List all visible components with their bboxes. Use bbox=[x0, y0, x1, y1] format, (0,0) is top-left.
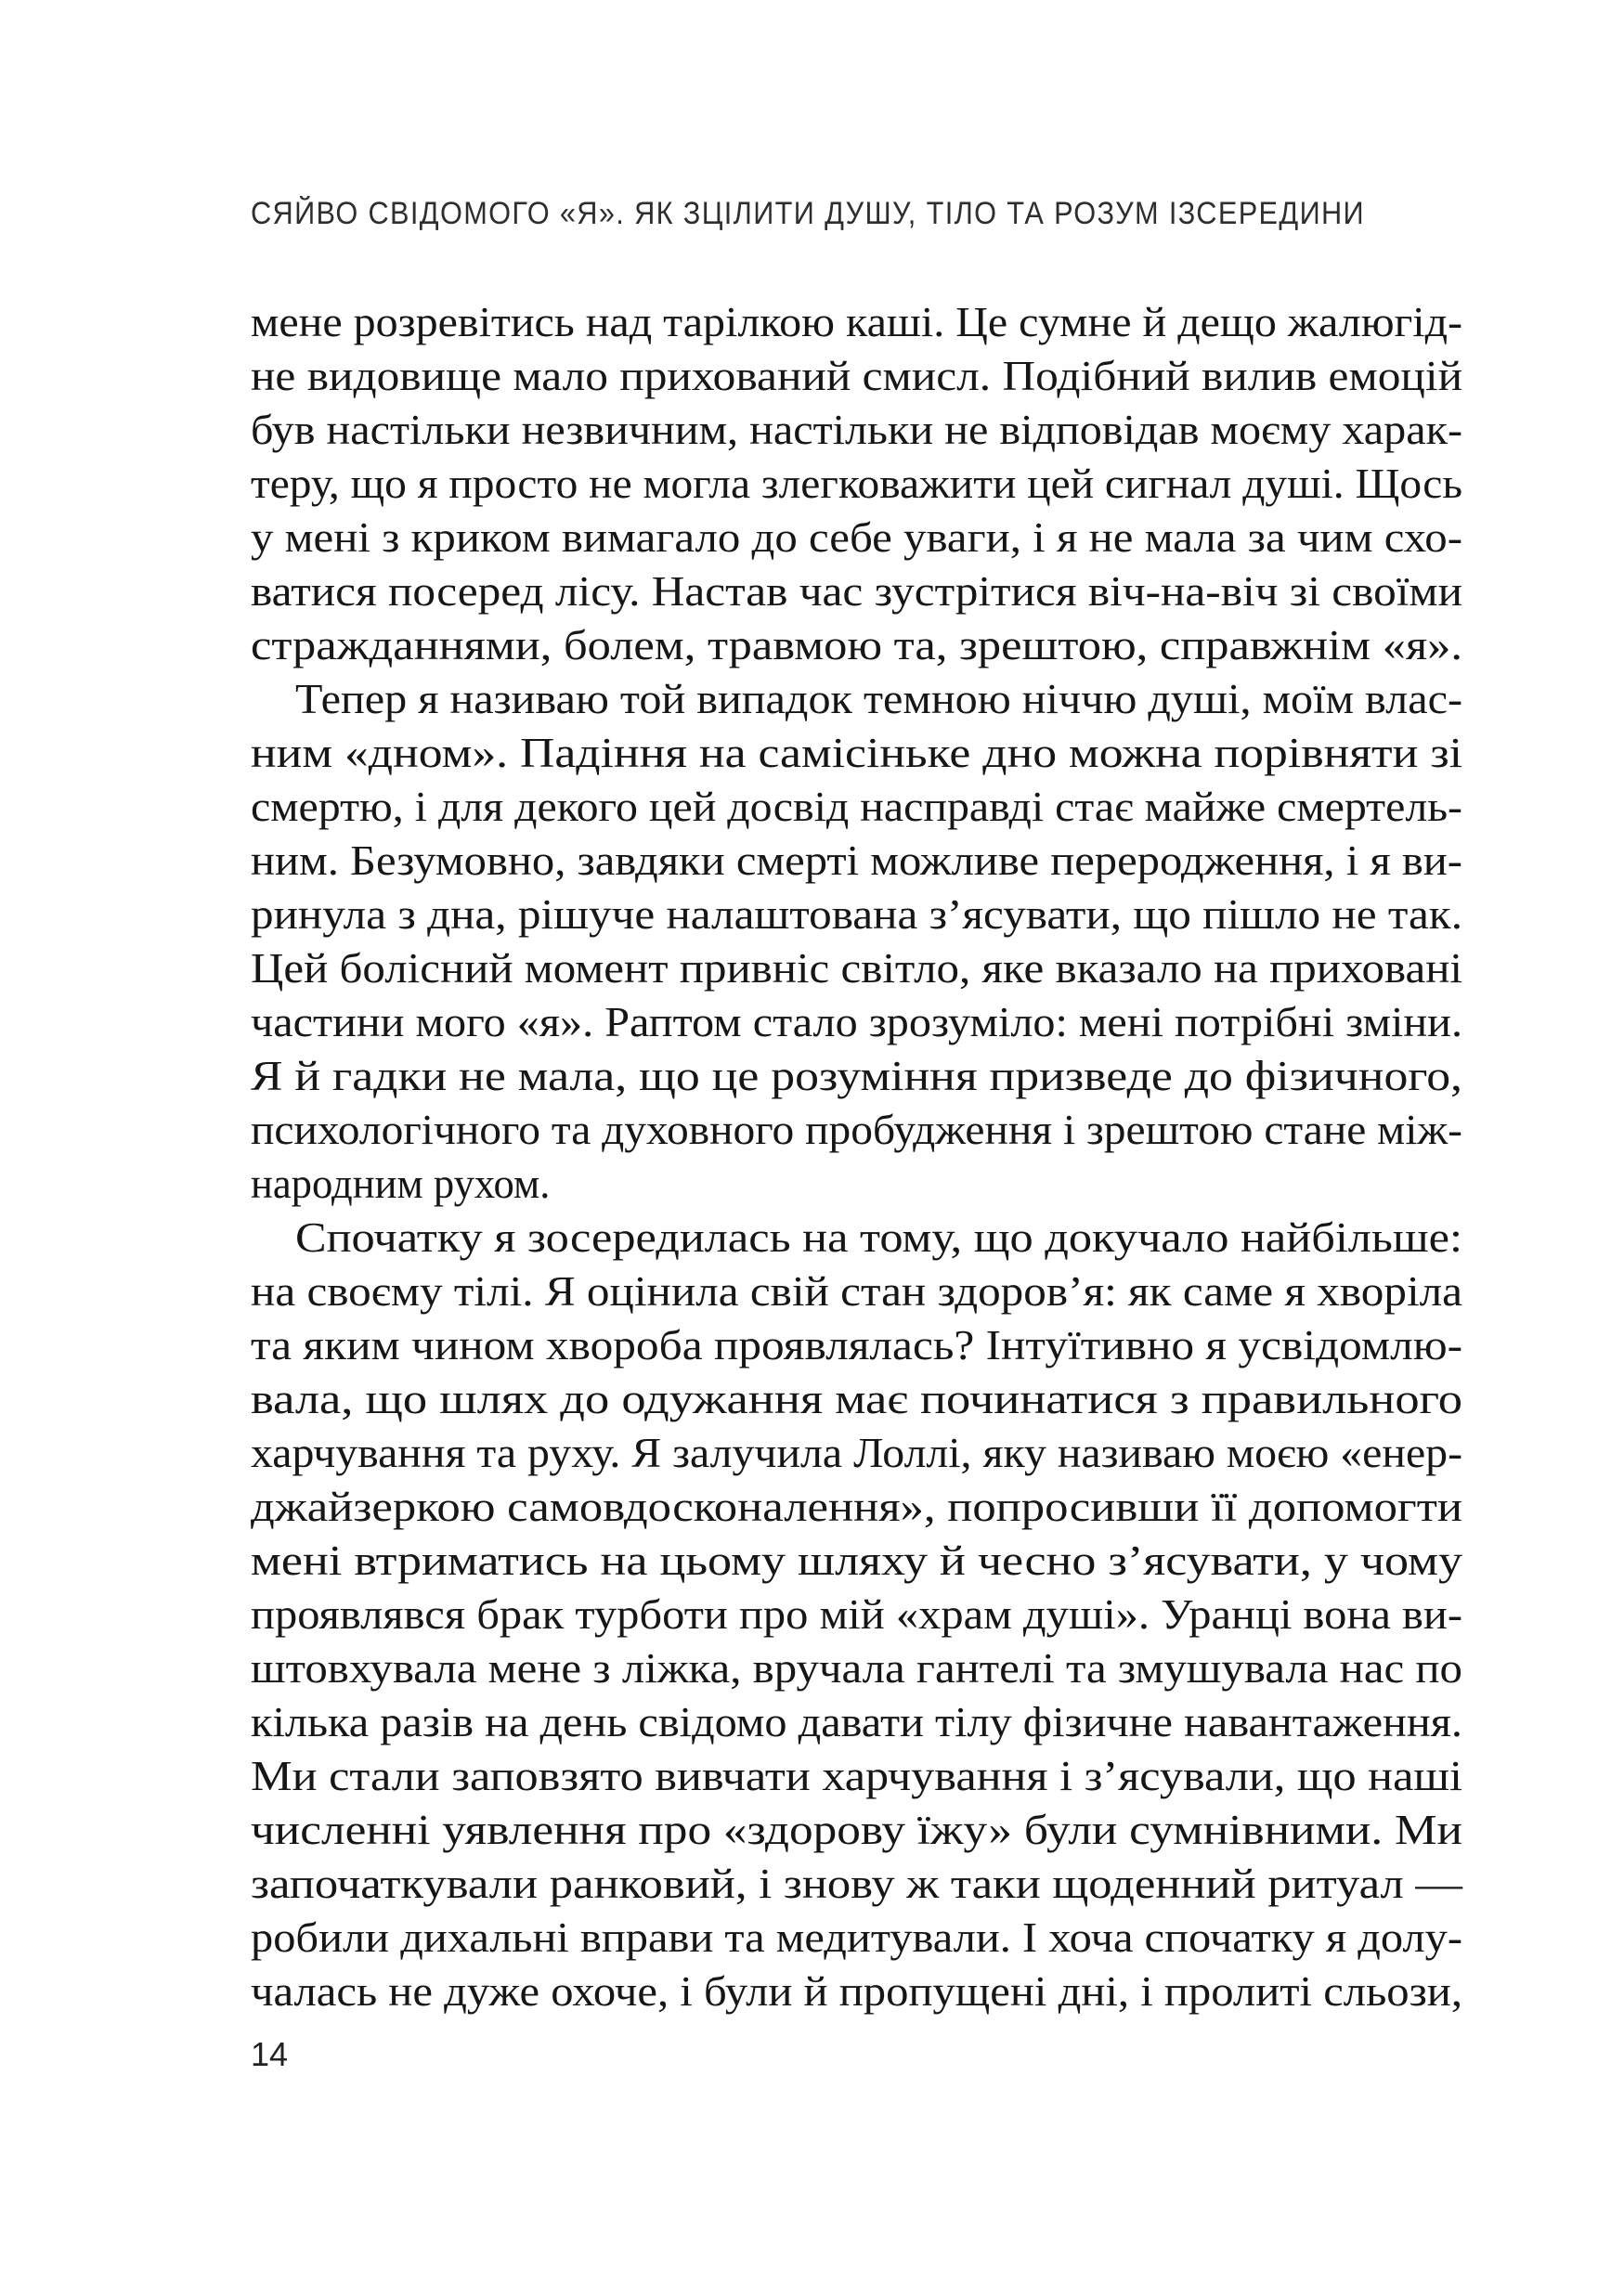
text-line-content: смертю, і для декого цей досвід насправді стає майже смертель- bbox=[251, 783, 1462, 830]
text-line-content: народним рухом. bbox=[251, 1160, 551, 1207]
text-line bbox=[251, 295, 1462, 349]
text-line bbox=[251, 564, 1462, 618]
text-line bbox=[251, 1749, 1462, 1803]
text-line bbox=[251, 941, 1462, 995]
text-line-content: робили дихальні вправи та медитували. І хоча спочатку я долу- bbox=[251, 1913, 1462, 1961]
running-header bbox=[251, 196, 1462, 233]
text-line bbox=[251, 349, 1462, 403]
text-line-content: Тепер я називаю той випадок темною ніччю душі, моїм влас- bbox=[295, 675, 1462, 722]
text-line-content: проявлявся брак турботи про мій «храм душі». Уранці вона ви- bbox=[251, 1590, 1462, 1638]
text-line-content: вала, що шлях до одужання має починатися з правильного bbox=[251, 1375, 1462, 1422]
running-header-text: СЯЙВО СВІДОМОГО «Я». ЯК ЗЦІЛИТИ ДУШУ, ТІЛО ТА РОЗУМ ІЗСЕРЕДИНИ bbox=[251, 196, 1365, 231]
text-line bbox=[251, 1588, 1462, 1641]
text-line-content: чалась не дуже охоче, і були й пропущені дні, і пролиті сльози, bbox=[251, 1967, 1463, 2015]
text-line bbox=[251, 1480, 1462, 1534]
text-line-content: частини мого «я». Раптом стало зрозуміло: мені потрібні зміни. bbox=[251, 998, 1462, 1045]
text-line bbox=[251, 1265, 1462, 1318]
text-line bbox=[251, 1803, 1462, 1857]
text-line-content: мені втриматись на цьому шляху й чесно з’ясувати, у чому bbox=[251, 1537, 1462, 1584]
text-line-content: ним «дном». Падіння на самісіньке дно можна порівняти зі bbox=[251, 729, 1462, 776]
text-line-content: був настільки незвичним, настільки не відповідав моєму харак- bbox=[251, 406, 1462, 453]
text-line-content: не видовище мало прихований смисл. Подібний вилив емоцій bbox=[251, 352, 1462, 399]
text-line bbox=[251, 1641, 1462, 1695]
text-line bbox=[251, 618, 1462, 672]
text-line-content: кілька разів на день свідомо давати тілу фізичне навантаження. bbox=[251, 1698, 1462, 1745]
text-line-content: на своєму тілі. Я оцінила свій стан здоров’я: як саме я хворіла bbox=[251, 1267, 1463, 1315]
text-line bbox=[251, 1318, 1462, 1372]
text-line-content: Ми стали заповзято вивчати харчування і з’ясували, що наші bbox=[251, 1752, 1462, 1799]
text-line-content: мене розревітись над тарілкою каші. Це сумне й дещо жалюгід- bbox=[251, 298, 1462, 345]
text-line bbox=[251, 726, 1462, 780]
text-line bbox=[251, 1426, 1462, 1480]
text-line-content: Я й гадки не мала, що це розуміння призведе до фізичного, bbox=[251, 1052, 1462, 1099]
text-line bbox=[251, 1695, 1462, 1749]
text-line-content: джайзеркою самовдосконалення», попросивши її допомогти bbox=[251, 1483, 1462, 1530]
text-line bbox=[251, 1211, 1462, 1265]
text-line bbox=[251, 1372, 1462, 1426]
text-line-content: у мені з криком вимагало до себе уваги, і я не мала за чим схо- bbox=[251, 513, 1462, 561]
text-line bbox=[251, 457, 1462, 511]
text-line-content: стражданнями, болем, травмою та, зрештою, справжнім «я». bbox=[251, 621, 1462, 668]
text-line bbox=[251, 1965, 1462, 2018]
text-line bbox=[251, 511, 1462, 564]
text-line-content: ринула з дна, рішуче налаштована з’ясувати, що пішло не так. bbox=[251, 890, 1462, 938]
text-line bbox=[251, 780, 1462, 834]
text-line-content: ватися посеред лісу. Настав час зустрітися віч-на-віч зі своїми bbox=[251, 567, 1462, 615]
text-line-content: штовхувала мене з ліжка, вручала гантелі та змушувала нас по bbox=[251, 1644, 1462, 1692]
text-line bbox=[251, 403, 1462, 457]
text-line bbox=[251, 1049, 1462, 1103]
body-text bbox=[251, 295, 1462, 2018]
page-number: 14 bbox=[251, 2035, 289, 2073]
text-line-content: теру, що я просто не могла злегковажити цей сигнал душі. Щось bbox=[251, 460, 1462, 507]
text-line bbox=[251, 1534, 1462, 1588]
text-line-content: харчування та руху. Я залучила Лоллі, яку називаю моєю «енер- bbox=[251, 1429, 1462, 1476]
text-line bbox=[251, 888, 1462, 941]
text-line bbox=[251, 1157, 1462, 1211]
text-line bbox=[251, 1911, 1462, 1965]
text-line bbox=[251, 1857, 1462, 1911]
text-line-content: численні уявлення про «здорову їжу» були сумнівними. Ми bbox=[251, 1806, 1462, 1853]
text-line bbox=[251, 995, 1462, 1049]
text-line-content: та яким чином хвороба проявлялась? Інтуїтивно я усвідомлю- bbox=[251, 1321, 1462, 1368]
text-line bbox=[251, 672, 1462, 726]
text-line-content: Цей болісний момент привніс світло, яке вказало на приховані bbox=[251, 944, 1462, 992]
text-line bbox=[251, 1103, 1462, 1157]
text-line-content: психологічного та духовного пробудження і зрештою стане між- bbox=[251, 1106, 1463, 1153]
text-line-content: ним. Безумовно, завдяки смерті можливе переродження, і я ви- bbox=[251, 837, 1462, 884]
text-line-content: започаткували ранковий, і знову ж таки щоденний ритуал — bbox=[251, 1860, 1462, 1907]
text-line bbox=[251, 834, 1462, 888]
text-line-content: Спочатку я зосередилась на тому, що докучало найбільше: bbox=[295, 1213, 1462, 1261]
